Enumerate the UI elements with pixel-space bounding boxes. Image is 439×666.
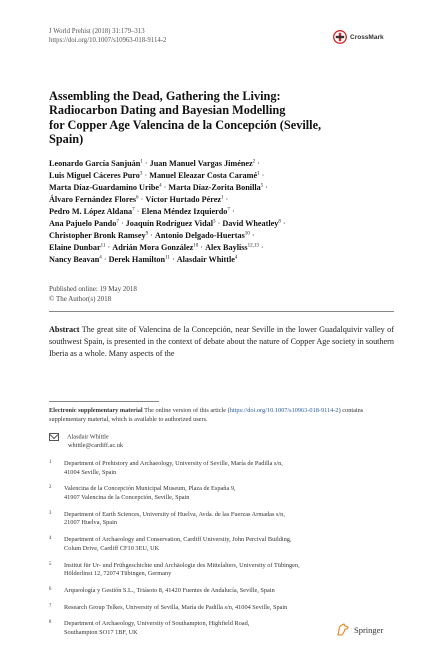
affiliation-line: Department of Prehistory and Archaeology, University of Seville, María de Padilla s/n,	[64, 460, 283, 467]
affiliation-text	[64, 536, 292, 553]
author-separator: ·	[255, 159, 260, 168]
author-name: Manuel Eleazar Costa Caramé	[149, 171, 258, 180]
author-name: Derek Hamilton	[108, 255, 166, 264]
affiliation	[49, 620, 379, 637]
abstract-label: Abstract	[49, 325, 80, 334]
author-name: Christopher Bronk Ramsey	[49, 231, 146, 240]
publisher-name: Springer	[354, 624, 384, 635]
author-affiliation-marker: 7	[132, 207, 135, 213]
journal-header	[49, 27, 166, 45]
author-affiliation-marker: 1	[221, 195, 224, 201]
springer-horse-icon	[336, 623, 350, 636]
author-affiliation-marker: 4	[99, 255, 102, 261]
affiliation-number: 2	[49, 485, 52, 491]
affiliation-number: 3	[49, 510, 52, 516]
affiliation-number: 8	[49, 620, 52, 626]
author-separator: ·	[223, 195, 229, 204]
affiliation-line: 41004 Seville, Spain	[64, 468, 117, 476]
author-name: Leonardo García Sanjuán	[49, 159, 141, 168]
author-row	[49, 230, 399, 242]
author-affiliation-marker: 5	[260, 183, 264, 189]
affiliation-line: 21007 Huelva, Spain	[64, 519, 117, 527]
author-affiliation-marker: 10	[244, 231, 250, 237]
author-row	[49, 242, 399, 254]
esm-text-before: The online version of this article (	[144, 407, 230, 414]
author-separator: ·	[229, 207, 235, 216]
author-separator: ·	[161, 183, 169, 192]
author-separator: ·	[142, 159, 150, 168]
author-separator: ·	[142, 171, 150, 180]
abstract-text: The great site of Valencina de la Concepción, near Seville in the lower Guadalquivir valley of southwest Spain, is presented in the context of debate about the nature of Copper Age society in southern Iberia as a whole. Many aspects of the	[49, 325, 394, 359]
author-affiliation-marker: 4	[159, 183, 162, 189]
crossmark-icon	[333, 30, 347, 44]
affiliation-text	[64, 587, 275, 596]
author-affiliation-marker: 3	[139, 171, 143, 177]
affiliation-line: 41907 Valencina de la Concepción, Seville, Spain	[64, 493, 190, 501]
author-separator: ·	[258, 243, 264, 252]
author-separator: ·	[148, 231, 155, 240]
author-name: Adrián Mora González	[112, 243, 194, 252]
affiliation-line: Institut für Ur- und Frühgeschichte und Archäologie des Mittelalters, University of Tübingen,	[64, 561, 300, 569]
author-name: Elaine Dunbar	[49, 243, 101, 252]
author-name: Luis Miguel Cáceres Puro	[49, 171, 140, 180]
author-separator: ·	[215, 219, 223, 228]
corresponding-email[interactable]: whittle@cardiff.ac.uk	[68, 442, 123, 450]
author-row	[49, 170, 399, 182]
envelope-icon	[49, 433, 59, 441]
author-affiliation-marker: 7	[116, 219, 119, 225]
author-name: Juan Manuel Vargas Jiménez	[149, 159, 253, 168]
copyright: © The Author(s) 2018	[49, 295, 112, 303]
divider	[49, 311, 394, 312]
correspondence	[49, 433, 123, 451]
affiliation	[49, 587, 379, 596]
author-separator: ·	[249, 231, 255, 240]
author-name: Antonio Delgado-Huertas	[154, 231, 245, 240]
affiliation-number: 1	[49, 460, 52, 465]
affiliation-text	[64, 485, 236, 502]
journal-citation: J World Prehist (2018) 31:179–313	[49, 28, 145, 35]
author-affiliation-marker: 10	[193, 243, 199, 249]
author-separator: ·	[263, 183, 268, 192]
affiliation	[49, 604, 379, 613]
author-name: David Wheatley	[222, 219, 279, 228]
author-separator: ·	[198, 243, 206, 252]
author-name: Joaquín Rodríguez Vidal	[125, 219, 214, 228]
author-affiliation-marker: 3	[213, 219, 216, 225]
author-separator: ·	[169, 255, 177, 264]
author-name: Ana Pajuelo Pando	[49, 219, 117, 228]
affiliation-line: Department of Earth Sciences, University of Huelva, Avda. de las Fuerzas Armadas s/n,	[64, 510, 285, 518]
author-affiliation-marker: 8	[278, 219, 281, 225]
author-affiliation-marker: 2	[252, 159, 256, 165]
affiliation	[49, 511, 379, 528]
author-name: Nancy Beavan	[49, 255, 100, 264]
author-row	[49, 158, 399, 170]
publication-info	[49, 284, 137, 304]
author-separator: ·	[134, 207, 142, 216]
author-name: Elena Méndez Izquierdo	[141, 207, 228, 216]
author-list	[49, 158, 399, 266]
doi-link[interactable]: https://doi.org/10.1007/s10963-018-9114-2	[49, 37, 167, 44]
title-line: Assembling the Dead, Gathering the Living:	[49, 89, 281, 103]
author-separator: ·	[280, 219, 286, 228]
author-affiliation-marker: 9	[145, 231, 149, 237]
affiliation-line: Valencina de la Concepción Municipal Museum, Plaza de España 9,	[64, 485, 236, 493]
title-line: Radiocarbon Dating and Bayesian Modelling	[49, 103, 286, 118]
crossmark-label: CrossMark	[350, 33, 384, 41]
article-title	[49, 89, 379, 146]
esm-label: Electronic supplementary material	[49, 407, 143, 414]
author-row	[49, 194, 399, 206]
author-affiliation-marker: 1	[257, 171, 260, 177]
author-name: Marta Díaz-Zorita Bonilla	[168, 183, 261, 192]
affiliation-text	[64, 562, 300, 579]
affiliation-number: 6	[49, 586, 52, 592]
author-affiliation-marker: 6	[136, 195, 139, 201]
affiliation	[49, 562, 379, 579]
affiliation-line: Hölderlinst 12, 72074 Tübingen, Germany	[64, 570, 172, 578]
author-row	[49, 182, 399, 194]
affiliation	[49, 485, 379, 502]
crossmark-badge[interactable]	[333, 30, 384, 44]
affiliation	[49, 460, 379, 477]
author-affiliation-marker: 12,13	[247, 243, 259, 249]
affiliation-list	[49, 460, 379, 646]
affiliation-line: Arqueología y Gestión S.L., Triásoto 8, 41420 Fuentes de Andalucía, Seville, Spain	[64, 586, 275, 594]
author-row	[49, 206, 399, 218]
esm-text-after: ) contains supplementary material, which is available to authorized users.	[49, 407, 364, 423]
author-affiliation-marker: 4	[234, 255, 238, 261]
affiliation-line: Colum Drive, Cardiff CF10 3EU, UK	[64, 544, 160, 552]
author-name: Marta Díaz-Guardamino Uribe	[49, 183, 160, 192]
affiliation-text	[64, 511, 285, 528]
author-separator: ·	[259, 171, 265, 180]
affiliation-line: Research Group Telkes, University of Sevilla, María de Padilla s/n, 41004 Seville, Spain	[64, 603, 288, 611]
springer-logo	[336, 623, 383, 636]
author-affiliation-marker: 11	[165, 255, 170, 261]
corresponding-author: Alasdair Whittle	[67, 433, 109, 441]
author-affiliation-marker: 1	[140, 159, 143, 165]
author-separator: ·	[118, 219, 126, 228]
author-name: Álvaro Fernández Flores	[49, 195, 137, 204]
author-affiliation-marker: 11	[100, 243, 106, 249]
affiliation-text	[64, 460, 283, 477]
supplementary-note	[49, 407, 394, 424]
author-affiliation-marker: 7	[227, 207, 230, 213]
affiliation-text	[64, 620, 249, 637]
affiliation	[49, 536, 379, 553]
author-row	[49, 218, 399, 230]
affiliation-number: 5	[49, 561, 52, 567]
esm-link[interactable]: https://doi.org/10.1007/s10963-018-9114-2	[229, 407, 339, 414]
author-separator: ·	[105, 243, 113, 252]
affiliation-line: Department of Archaeology and Conservation, Cardiff University, John Percival Building,	[64, 536, 292, 544]
author-separator: ·	[138, 195, 146, 204]
affiliation-number: 7	[49, 603, 52, 609]
footnote-divider	[49, 401, 159, 402]
author-row	[49, 254, 399, 266]
affiliation-line: Department of Archaeology, University of Southampton, Highfield Road,	[64, 620, 250, 628]
published-date: Published online: 19 May 2018	[49, 285, 137, 293]
affiliation-text	[64, 604, 287, 613]
author-name: Alasdair Whittle	[176, 255, 235, 264]
author-name: Pedro M. López Aldana	[49, 207, 133, 216]
author-name: Alex Bayliss	[205, 243, 248, 252]
title-line: for Copper Age Valencina de la Concepción (Seville,	[49, 117, 322, 132]
affiliation-number: 4	[49, 536, 52, 542]
author-name: Víctor Hurtado Pérez	[145, 195, 221, 204]
affiliation-line: Southampton SO17 1BF, UK	[64, 629, 138, 637]
title-line: Spain)	[49, 131, 84, 146]
author-separator: ·	[101, 255, 109, 264]
abstract	[49, 324, 394, 360]
